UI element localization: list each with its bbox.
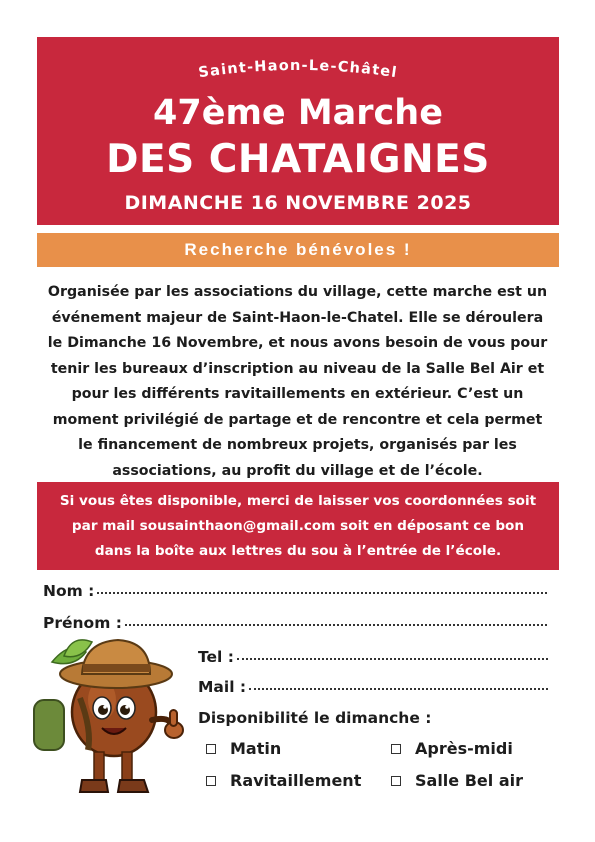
apres-midi-checkbox[interactable] [391,744,401,754]
option-ravitaillement[interactable] [206,771,361,790]
option-salle-bel-air[interactable] [391,771,523,790]
ravitaillement-checkbox[interactable] [206,776,216,786]
option-label: Salle Bel air [415,771,523,790]
intro-line: événement majeur de Saint-Haon-le-Chatel. Elle se déroulera [51,309,544,326]
salle-bel-air-checkbox[interactable] [391,776,401,786]
village-name: Saint-Haon-Le-Châtel [197,57,399,82]
intro-paragraph [40,280,555,484]
event-date: DIMANCHE 16 NOVEMBRE 2025 [124,192,472,214]
notice-line: par mail sousainthaon@gmail.com soit en déposant ce bon [71,518,525,534]
intro-line: Organisée par les associations du village, cette marche est un [47,284,548,300]
mail-field[interactable] [198,678,548,696]
matin-checkbox[interactable] [206,744,216,754]
prenom-input-line[interactable] [125,624,547,626]
contact-notice [37,482,559,570]
tel-label: Tel : [198,648,234,666]
option-label: Après-midi [415,739,513,758]
intro-line: le financement de nombreux projets, organisés par les [78,437,517,453]
nom-field[interactable] [43,582,547,600]
event-title-line1: 47ème Marche [153,93,443,133]
svg-text:Saint-Haon-Le-Châtel [197,58,398,81]
volunteer-banner: Recherche bénévoles ! [37,233,559,267]
intro-line: associations, au profit du village et de l’école. [112,462,483,479]
notice-line: Si vous êtes disponible, merci de laisser vos coordonnées soit [59,493,537,509]
option-matin[interactable] [206,739,281,758]
intro-line: moment privilégié de partage et de rencontre et cela permet [52,411,543,428]
nom-label: Nom : [43,582,95,600]
mail-label: Mail : [198,678,247,696]
mail-input-line[interactable] [249,688,548,690]
intro-line: le Dimanche 16 Novembre, et nous avons besoin de vous pour [47,335,548,351]
tel-field[interactable] [198,648,548,666]
intro-line: tenir les bureaux d’inscription au niveau de la Salle Bel Air et [50,360,545,377]
prenom-label: Prénom : [43,614,122,632]
event-title-line2: DES CHATAIGNES [106,137,490,182]
option-apres-midi[interactable] [391,739,513,758]
chestnut-hiker-mascot-icon [22,630,192,805]
nom-input-line[interactable] [97,592,547,594]
intro-line: pour les différents ravitaillements en extérieur. C’est un [71,386,524,402]
header-banner [37,37,559,225]
option-label: Matin [230,739,282,758]
notice-line: dans la boîte aux lettres du sou à l’entrée de l’école. [94,543,502,559]
tel-input-line[interactable] [237,658,548,660]
dispo-label: Disponibilité le dimanche : [198,709,432,727]
option-label: Ravitaillement [230,771,362,790]
